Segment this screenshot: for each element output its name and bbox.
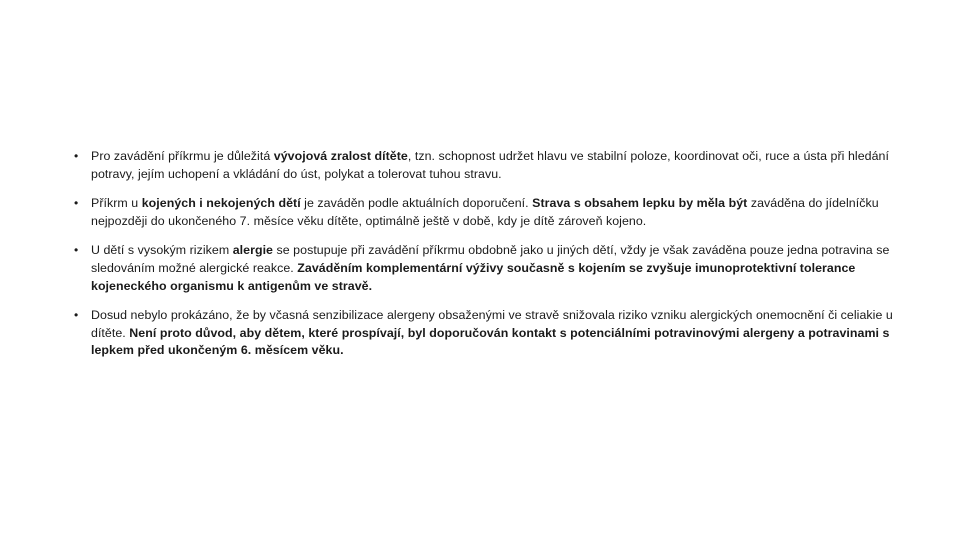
bold-text-segment: Není proto důvod, aby dětem, které prospívají, byl doporučován kontakt s potenciálními potravinovými alergeny a potravinami s lepkem před ukončeným 6. měsícem věku.: [91, 325, 890, 358]
bullet-dot-icon: •: [74, 149, 79, 163]
bullet-item: [74, 148, 894, 183]
bullet-dot-icon: •: [74, 196, 79, 211]
bold-text-segment: Zaváděním komplementární výživy současně s kojením se zvyšuje imunoprotektivní tolerance kojeneckého organismu k antigenům ve stravě.: [91, 260, 856, 293]
bullet-item: [74, 195, 894, 230]
bullet-list: [74, 148, 894, 372]
bold-text-segment: kojených i nekojených dětí: [141, 196, 301, 211]
text-segment: Dosud nebylo prokázáno, že by včasná senzibilizace alergeny obsaženými ve stravě snižovala riziko vzniku alergických onemocnění či celiakie u dítěte.: [91, 308, 893, 340]
bold-text-segment: alergie: [232, 243, 274, 258]
bullet-item: [74, 242, 894, 295]
text-segment: je zaváděn podle aktuálních doporučení.: [300, 196, 533, 211]
bold-text-segment: vývojová zralost dítěte: [273, 149, 408, 163]
text-segment: se postupuje při zavádění příkrmu obdobně jako u jiných dětí, vždy je však zaváděna pouze jedna potravina se sledováním možné alergické reakce.: [91, 243, 890, 275]
bullet-item: [74, 307, 894, 360]
text-segment: U dětí s vysokým rizikem: [91, 243, 233, 258]
text-segment: , tzn. schopnost udržet hlavu ve stabilní poloze, koordinovat oči, ruce a ústa při hledání potravy, jejím uchopení a vkládání do úst, polykat a tolerovat tuhou stravu.: [91, 149, 889, 181]
bold-text-segment: Strava s obsahem lepku by měla být: [532, 196, 748, 211]
text-segment: Příkrm u: [91, 196, 142, 211]
bullet-dot-icon: •: [74, 308, 79, 323]
text-segment: zaváděna do jídelníčku nejpozději do ukončeného 7. měsíce věku dítěte, optimálně ještě v době, kdy je dítě zároveň kojeno.: [91, 196, 879, 228]
bullet-dot-icon: •: [74, 243, 79, 258]
text-segment: Pro zavádění příkrmu je důležitá: [91, 149, 274, 163]
